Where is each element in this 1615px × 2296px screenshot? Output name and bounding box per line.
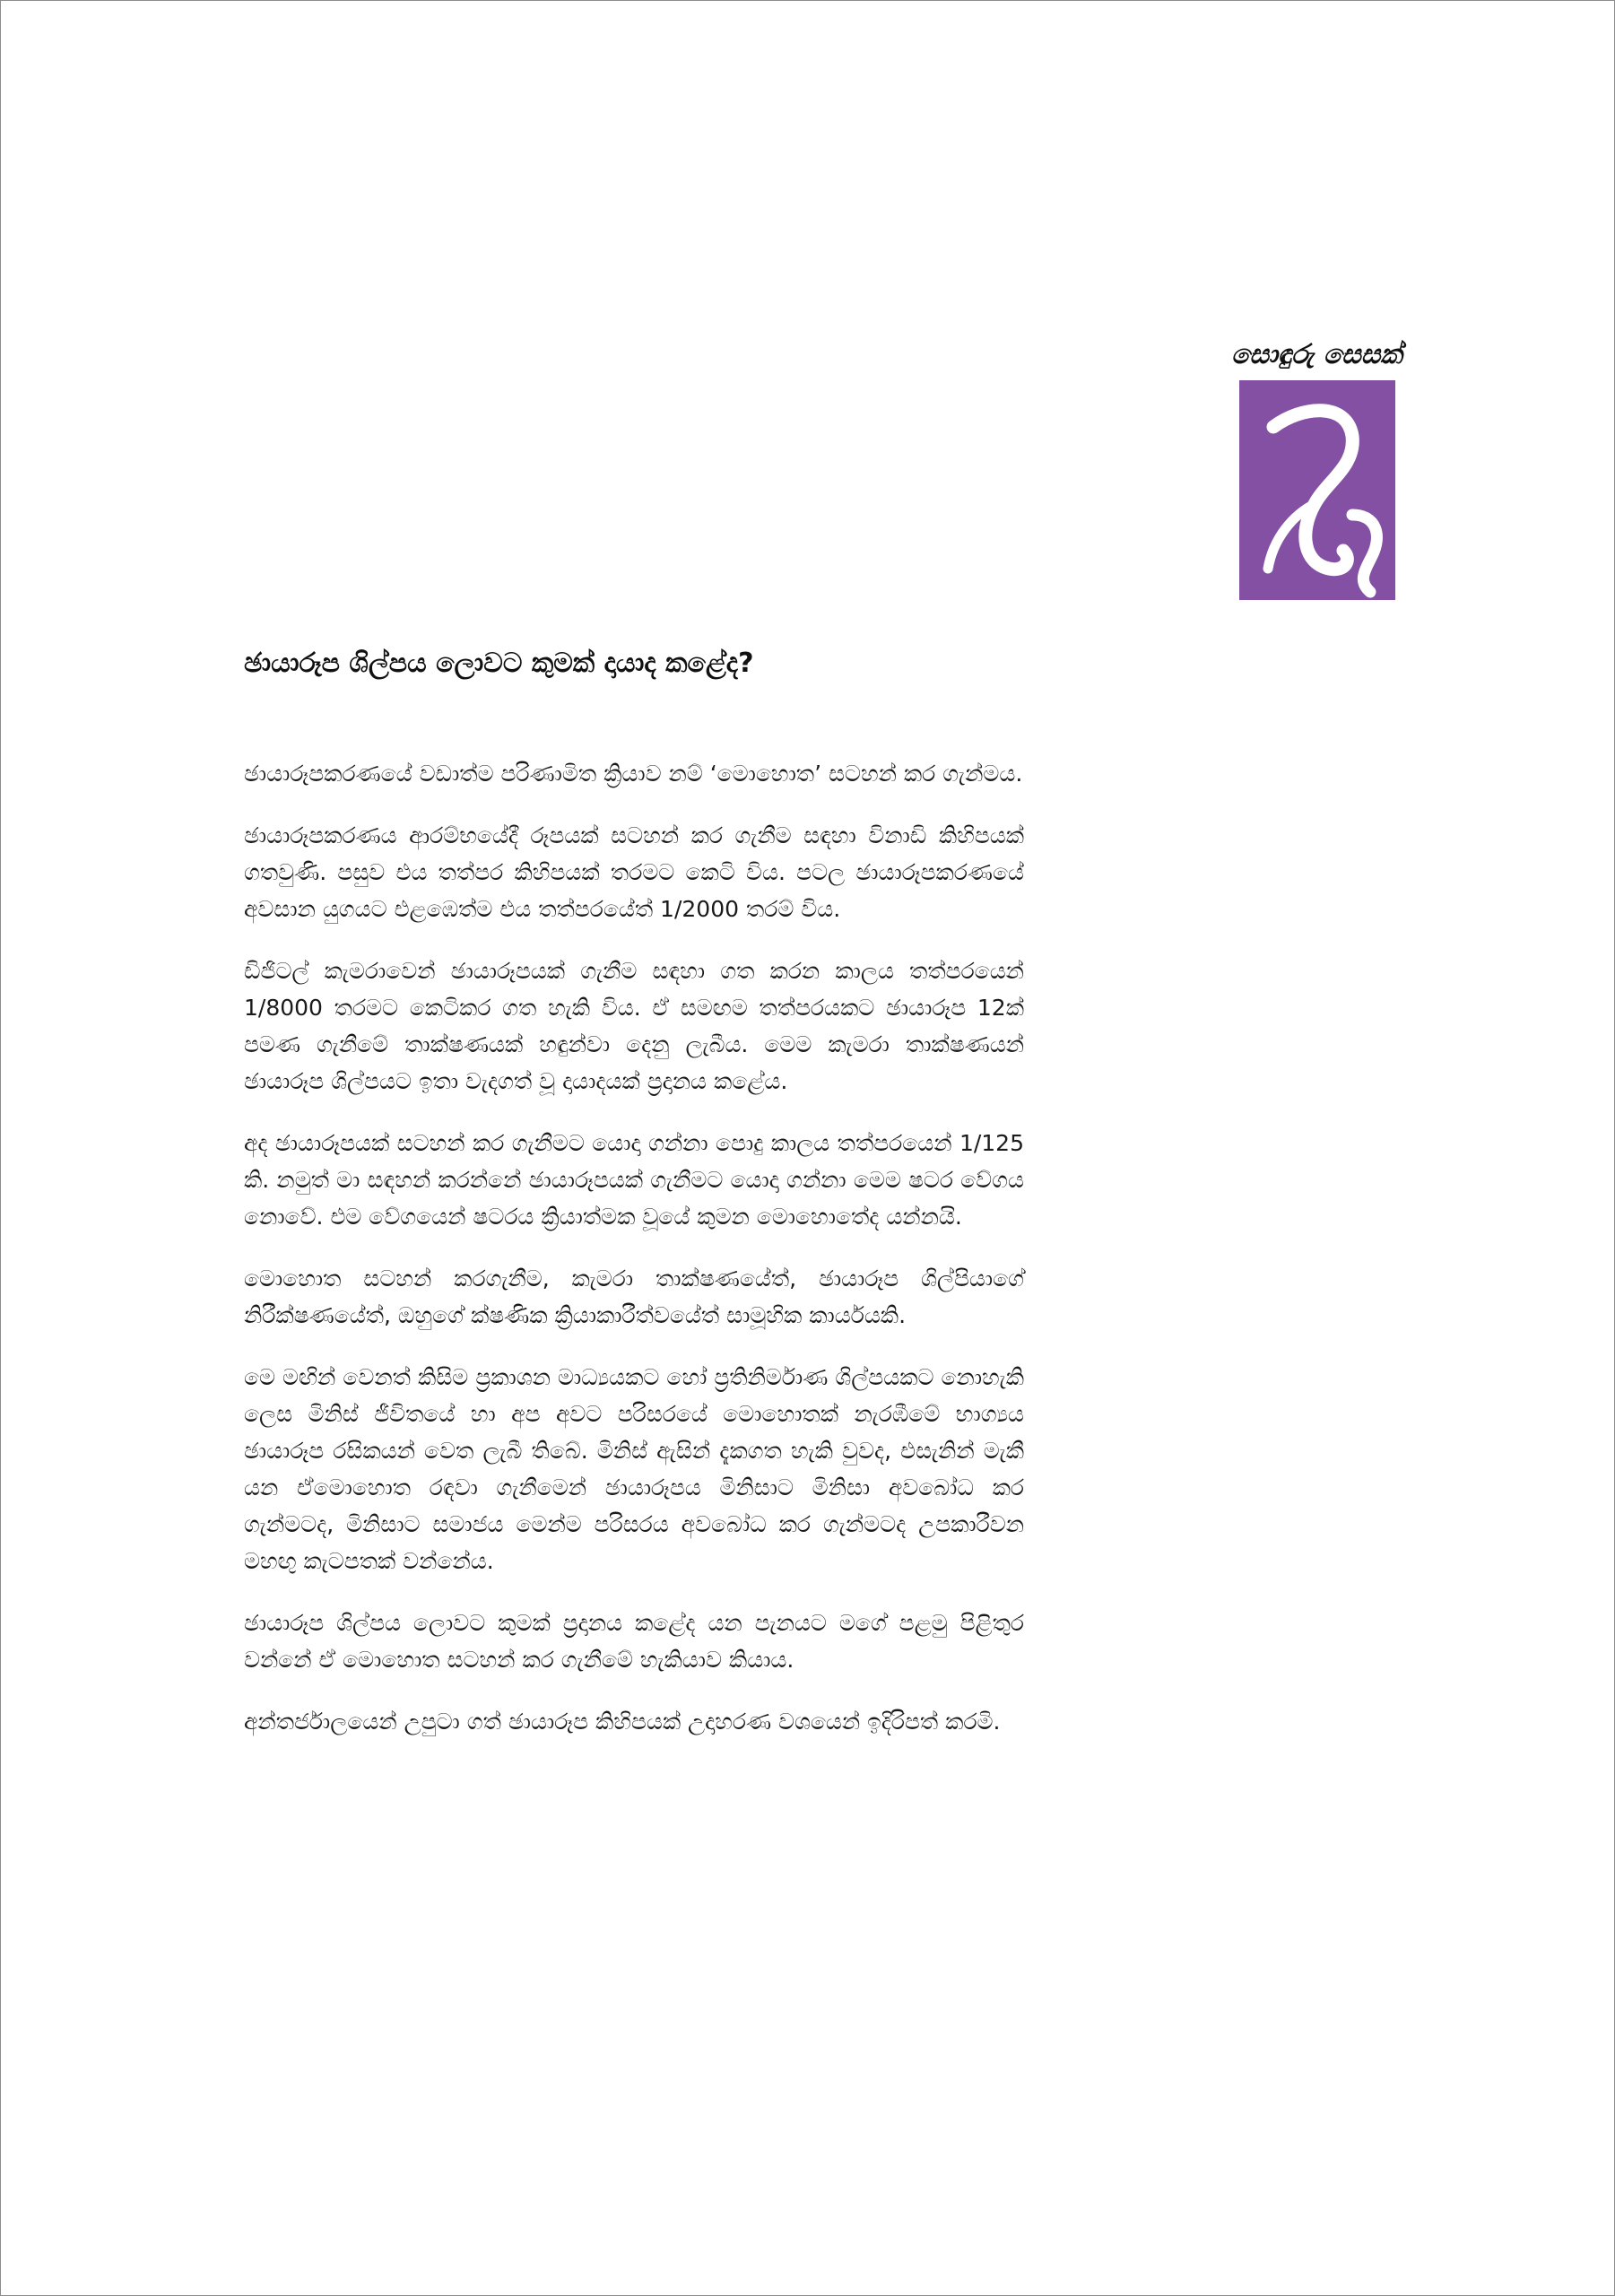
article-body	[244, 755, 1024, 1765]
logo-letter-glyph	[1239, 380, 1395, 600]
paragraph-5: මොහොත සටහන් කරගැනීම, කැමරා තාක්ෂණයේත්, ඡායාරූප ශිල්පියාගේ නිරීක්ෂණයේත්, ඔහුගේ ක්ෂණික ක්‍රියාකාරීත්වයේත් සාමූහික කාර්යයකි.	[244, 1265, 1024, 1328]
paragraph-2: ඡායාරූපකරණය ආරම්භයේදී රූපයක් සටහන් කර ගැනීම සඳහා විනාඩි කිහිපයක් ගතවුණි. පසුව එය තත්පර කිහිපයක් තරමට කෙටි විය. පටල ඡායාරූපකරණයේ අවසාන යුගයට එළඹෙත්ම එය තත්පරයේත් 1/2000 තරම් විය.	[244, 822, 1024, 922]
logo-purple-box	[1239, 380, 1395, 600]
paragraph-6: මෙ මඟින් වෙනත් කිසිම ප්‍රකාශන මාධ්‍යයකට හෝ ප්‍රතිනිර්මාණ ශිල්පයකට නොහැකි ලෙස මිනිස් ජීවිතයේ හා අප අවට පරිසරයේ මොහොතක් නැරඹීමේ භාග්‍යය ඡායාරූප රසිකයන් වෙත ලැබී තිබේ. මිනිස් ඇසින් දැකගත හැකි වුවද, එසැනින් මැකී යන ඒමොහොත රඳවා ගැනීමෙන් ඡායාරූපය මිනිසාට මිනිසා අවබෝධ කර ගැන්මටද, මිනිසාට සමාජය මෙන්ම පරිසරය අවබෝධ කර ගැන්මටද උපකාරීවන මහඟු කැටපතක් වන්නේය.	[244, 1364, 1024, 1574]
paragraph-7: ඡායාරූප ශිල්පය ලොවට කුමක් ප්‍රදානය කළේද යන පැනයට මගේ පළමු පිළිතුර වන්නේ ඒ මොහොත සටහන් කර ගැනීමේ හැකියාව කියාය.	[244, 1610, 1024, 1673]
section-logo	[1231, 334, 1402, 603]
article-title: ඡායාරූප ශිල්පය ලොවට කුමක් දායාද කළේද?	[244, 648, 754, 679]
paragraph-3: ඩිජිටල් කැමරාවෙන් ඡායාරූපයක් ගැනීම සඳහා ගත කරන කාලය තත්පරයෙන් 1/8000 තරමට කෙටිකර ගත හැකි විය. ඒ සමඟම තත්පරයකට ඡායාරූප 12ක් පමණ ගැනීමේ තාක්ෂණයක් හඳුන්වා දෙනු ලැබීය. මෙම කැමරා තාක්ෂණයන් ඡායාරූප ශිල්පයට ඉතා වැදගත් වූ දායාදයක් ප්‍රදානය කළේය.	[244, 958, 1024, 1094]
paragraph-1: ඡායාරූපකරණයේ වඩාත්ම පරිණාමිත ක්‍රියාව නම් ‘මොහොත’ සටහන් කර ගැන්මය.	[244, 761, 1023, 787]
logo-caption: සොඳුරු සෙසක්	[1231, 339, 1402, 370]
paragraph-4: අද ඡායාරූපයක් සටහන් කර ගැනීමට යොදා ගන්නා පොදු කාලය තත්පරයෙන් 1/125 කි. නමුත් මා සඳහන් කරන්නේ ඡායාරූපයක් ගැනීමට යොදා ගන්නා මෙම ෂටර වේගය නොවේ. එම වේගයෙන් ෂටරය ක්‍රියාත්මක වූයේ කුමන මොහොතේද යන්නයි.	[244, 1130, 1024, 1230]
paragraph-8: අන්තර්ජාලයෙන් උපුටා ගත් ඡායාරූප කිහිපයක් උදාහරණ වශයෙන් ඉදිරිපත් කරමි.	[244, 1709, 1001, 1735]
